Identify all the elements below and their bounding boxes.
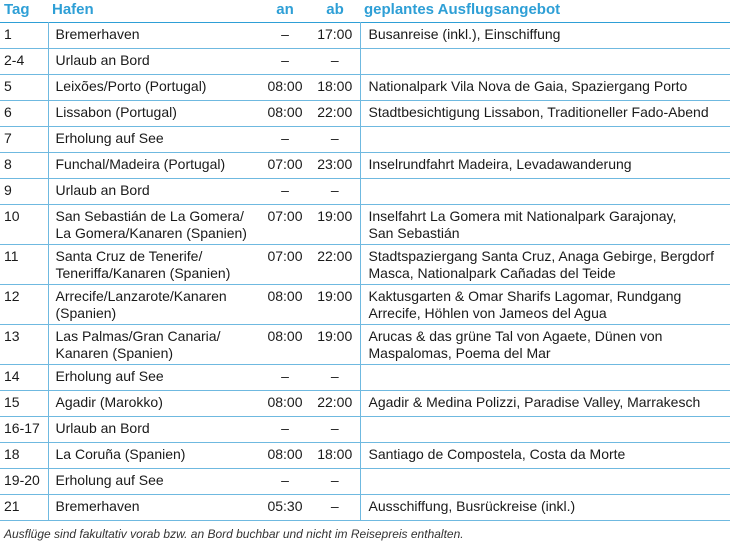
cell-tag: 1 — [4, 26, 12, 42]
cell-hafen: Santa Cruz de Tenerife/ Teneriffa/Kanaren (Spanien) — [48, 245, 260, 285]
cell-info: Stadtbesichtigung Lissabon, Traditioneller Fado-Abend — [360, 101, 730, 127]
cell-info: Ausschiffung, Busrückreise (inkl.) — [360, 495, 730, 521]
cell-hafen: Urlaub an Bord — [48, 179, 260, 205]
cell-an: 05:30 — [267, 498, 303, 514]
cell-tag: 14 — [4, 368, 20, 384]
cell-info: Busanreise (inkl.), Einschiffung — [360, 23, 730, 49]
cell-info — [360, 49, 730, 75]
cell-info: Arucas & das grüne Tal von Agaete, Dünen von Maspalomas, Poema del Mar — [360, 325, 730, 365]
cell-ab: – — [330, 130, 339, 146]
table-row — [0, 49, 730, 75]
table-body — [0, 23, 730, 521]
cell-hafen: La Coruña (Spanien) — [48, 443, 260, 469]
cell-ab: – — [330, 52, 339, 68]
table-row — [0, 127, 730, 153]
cell-ab: 19:00 — [317, 208, 353, 224]
footnote: Ausflüge sind fakultativ vorab bzw. an Bord buchbar und nicht im Reisepreis enthalten. — [4, 527, 464, 541]
cell-tag: 5 — [4, 78, 12, 94]
cell-ab: – — [330, 182, 339, 198]
cell-tag: 21 — [4, 498, 20, 514]
cell-tag: 6 — [4, 104, 12, 120]
cell-info: Santiago de Compostela, Costa da Morte — [360, 443, 730, 469]
cell-tag: 15 — [4, 394, 20, 410]
cell-info — [360, 469, 730, 495]
cell-tag: 13 — [4, 328, 20, 344]
cell-hafen: Leixões/Porto (Portugal) — [48, 75, 260, 101]
cell-hafen: Funchal/Madeira (Portugal) — [48, 153, 260, 179]
cell-tag: 9 — [4, 182, 12, 198]
cell-ab: 19:00 — [317, 288, 353, 304]
cell-an: 08:00 — [267, 446, 303, 462]
cell-an: – — [281, 26, 289, 42]
cell-hafen: Urlaub an Bord — [48, 417, 260, 443]
cell-an: – — [281, 52, 289, 68]
cell-ab: – — [330, 498, 339, 514]
cell-hafen: Bremerhaven — [48, 495, 260, 521]
cell-hafen: Urlaub an Bord — [48, 49, 260, 75]
cell-ab: – — [330, 368, 339, 384]
cell-info — [360, 179, 730, 205]
cell-ab: 22:00 — [317, 248, 353, 264]
cell-ab: 18:00 — [317, 446, 353, 462]
cell-an: – — [281, 368, 289, 384]
cell-tag: 8 — [4, 156, 12, 172]
cell-info — [360, 417, 730, 443]
cell-info: Agadir & Medina Polizzi, Paradise Valley, Marrakesch — [360, 391, 730, 417]
table-row — [0, 443, 730, 469]
cell-an: 08:00 — [267, 78, 303, 94]
table-row — [0, 495, 730, 521]
cell-hafen: Bremerhaven — [48, 23, 260, 49]
header-info: geplantes Ausflugsangebot — [364, 1, 561, 18]
cell-tag: 19-20 — [4, 472, 40, 488]
cell-ab: 19:00 — [317, 328, 353, 344]
cell-an: – — [281, 130, 289, 146]
cell-an: 07:00 — [267, 156, 303, 172]
header-ab: ab — [326, 1, 344, 18]
table-row — [0, 365, 730, 391]
cell-info: Inselfahrt La Gomera mit Nationalpark Garajonay, San Sebastián — [360, 205, 730, 245]
cell-tag: 18 — [4, 446, 20, 462]
cell-an: 07:00 — [267, 208, 303, 224]
cell-an: 07:00 — [267, 248, 303, 264]
header-tag: Tag — [4, 1, 30, 18]
cell-an: – — [281, 472, 289, 488]
cell-hafen: San Sebastián de La Gomera/ La Gomera/Kanaren (Spanien) — [48, 205, 260, 245]
table-row — [0, 205, 730, 245]
cell-ab: 17:00 — [317, 26, 353, 42]
cell-tag: 7 — [4, 130, 12, 146]
cell-an: 08:00 — [267, 288, 303, 304]
cell-an: – — [281, 420, 289, 436]
cell-ab: – — [330, 472, 339, 488]
cell-ab: 22:00 — [317, 104, 353, 120]
cell-hafen: Las Palmas/Gran Canaria/ Kanaren (Spanien) — [48, 325, 260, 365]
cell-info: Nationalpark Vila Nova de Gaia, Spaziergang Porto — [360, 75, 730, 101]
cell-an: – — [281, 182, 289, 198]
cell-hafen: Erholung auf See — [48, 365, 260, 391]
table-row — [0, 23, 730, 49]
cell-info: Stadtspaziergang Santa Cruz, Anaga Gebirge, Bergdorf Masca, Nationalpark Cañadas del Teide — [360, 245, 730, 285]
cell-tag: 10 — [4, 208, 20, 224]
table-row — [0, 417, 730, 443]
table-row — [0, 101, 730, 127]
cell-tag: 12 — [4, 288, 20, 304]
header-row — [0, 0, 730, 23]
cell-info — [360, 127, 730, 153]
cell-ab: 22:00 — [317, 394, 353, 410]
cell-tag: 16-17 — [4, 420, 40, 436]
cell-info: Kaktusgarten & Omar Sharifs Lagomar, Rundgang Arrecife, Höhlen von Jameos del Agua — [360, 285, 730, 325]
cell-info: Inselrundfahrt Madeira, Levadawanderung — [360, 153, 730, 179]
cell-an: 08:00 — [267, 328, 303, 344]
table-row — [0, 245, 730, 285]
cell-hafen: Arrecife/Lanzarote/Kanaren (Spanien) — [48, 285, 260, 325]
table-row — [0, 285, 730, 325]
header-an: an — [276, 1, 294, 18]
table-row — [0, 153, 730, 179]
cell-hafen: Erholung auf See — [48, 127, 260, 153]
cell-tag: 2-4 — [4, 52, 25, 68]
table-header — [0, 0, 730, 23]
table-row — [0, 391, 730, 417]
table-row — [0, 325, 730, 365]
table-row — [0, 179, 730, 205]
cell-an: 08:00 — [267, 104, 303, 120]
header-hafen: Hafen — [52, 1, 94, 18]
cell-ab: 23:00 — [317, 156, 353, 172]
table-row — [0, 469, 730, 495]
cell-hafen: Agadir (Marokko) — [48, 391, 260, 417]
table-row — [0, 75, 730, 101]
cell-info — [360, 365, 730, 391]
cell-ab: 18:00 — [317, 78, 353, 94]
cell-hafen: Lissabon (Portugal) — [48, 101, 260, 127]
cell-ab: – — [330, 420, 339, 436]
cell-tag: 11 — [4, 248, 19, 264]
cell-hafen: Erholung auf See — [48, 469, 260, 495]
cell-an: 08:00 — [267, 394, 303, 410]
